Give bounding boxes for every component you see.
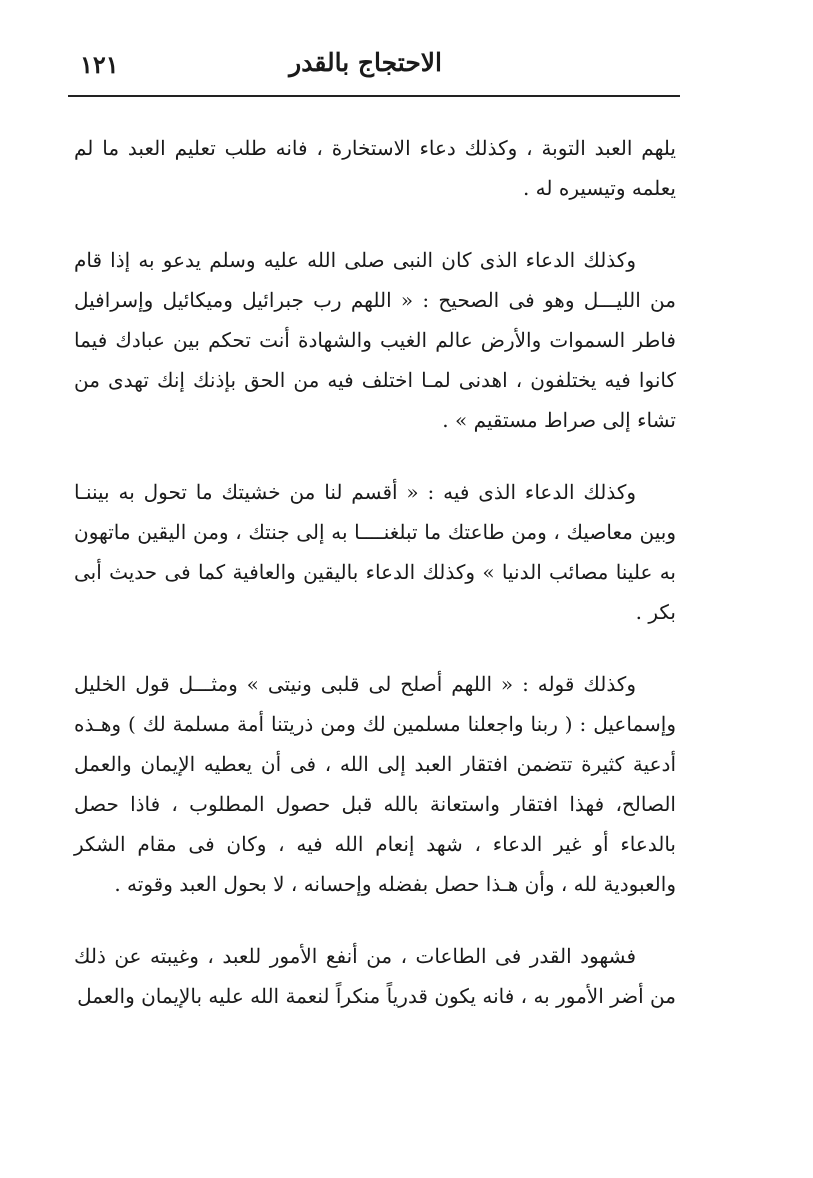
page-header — [68, 48, 680, 94]
page-body — [74, 128, 676, 1016]
paragraph-3: وكذلك الدعاء الذى فيه : « أقسم لنا من خشيتك ما تحول به بيننـا وبين معاصيك ، ومن طاعتك ما تبلغنــــا به إلى جنتك ، ومن اليقين ماتهون به علينا مصائب الدنيا » وكذلك الدعاء باليقين والعافية كما فى حديث أبى بكر . — [74, 480, 676, 624]
paragraph-1: يلهم العبد التوبة ، وكذلك دعاء الاستخارة ، فانه طلب تعليم العبد ما لم يعلمه وتيسيره له . — [74, 136, 676, 200]
header-rule — [68, 95, 680, 97]
running-title: الاحتجاج بالقدر — [289, 48, 442, 77]
paragraph-5: فشهود القدر فى الطاعات ، من أنفع الأمور للعبد ، وغيبته عن ذلك من أضر الأمور به ، فانه يكون قدرياً منكراً لنعمة الله عليه بالإيمان والعمل — [74, 944, 676, 1008]
page-number: ١٢١ — [80, 50, 119, 79]
paragraph-2: وكذلك الدعاء الذى كان النبى صلى الله عليه وسلم يدعو به إذا قام من الليـــل وهو فى الصحيح : « اللهم رب جبرائيل وميكائيل وإسرافيل فاطر السموات والأرض عالم الغيب والشهادة أنت تحكم بين عبادك فيما كانوا فيه يختلفون ، اهدنى لمـا اختلف فيه من الحق بإذنك إنك تهدى من تشاء إلى صراط مستقيم » . — [74, 248, 676, 432]
paragraph-4: وكذلك قوله : « اللهم أصلح لى قلبى ونيتى » ومثـــل قول الخليل وإسماعيل : ( ربنا واجعلنا مسلمين لك ومن ذريتنا أمة مسلمة لك ) وهـذه أدعية كثيرة تتضمن افتقار العبد إلى الله ، فى أن يعطيه الإيمان والعمل الصالح، فهذا افتقار واستعانة بالله قبل حصول المطلوب ، فاذا حصل بالدعاء أو غير الدعاء ، شهد إنعام الله فيه ، وكان فى مقام الشكر والعبودية لله ، وأن هـذا حصل بفضله وإحسانه ، لا بحول العبد وقوته . — [74, 672, 676, 896]
